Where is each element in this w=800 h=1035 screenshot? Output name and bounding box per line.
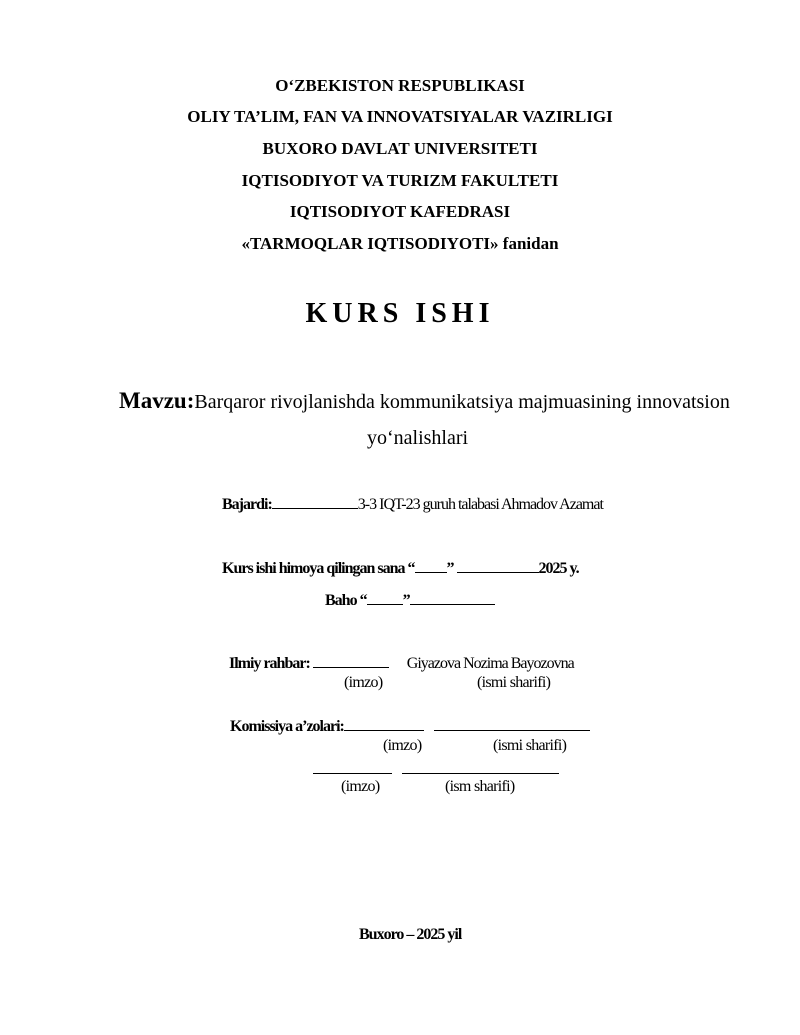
commission-name-blank — [434, 716, 590, 731]
performer-line — [222, 494, 603, 513]
grade-blank-2 — [410, 590, 495, 605]
supervisor-name: Giyazova Nozima Bayozovna — [406, 655, 574, 672]
header-university: BUXORO DAVLAT UNIVERSITETI — [262, 139, 538, 158]
supervisor-line — [229, 653, 574, 672]
grade-line — [325, 590, 495, 609]
commission-name-caption-2: (ism sharifi) — [445, 778, 515, 795]
supervisor-name-caption: (ismi sharifi) — [477, 674, 551, 691]
header-faculty: IQTISODIYOT VA TURIZM FAKULTETI — [241, 171, 559, 190]
header-republic: O‘ZBEKISTON RESPUBLIKASI — [275, 76, 525, 95]
commission-sign-blank — [344, 716, 424, 731]
commission-name-caption: (ismi sharifi) — [493, 737, 567, 754]
topic-label: Mavzu: — [119, 388, 195, 413]
defense-day-blank — [415, 558, 447, 573]
defense-date-label: Kurs ishi himoya qilingan sana “ — [222, 560, 415, 577]
supervisor-sign-caption: (imzo) — [344, 674, 383, 691]
footer-place-year: Buxoro – 2025 yil — [359, 926, 462, 943]
commission-name-blank-2 — [402, 759, 559, 774]
topic-text-1: Barqaror rivojlanishda kommunikatsiya majmuasining innovatsion — [194, 391, 730, 413]
grade-label: Baho “ — [325, 592, 367, 609]
header-department: IQTISODIYOT KAFEDRASI — [289, 202, 511, 221]
defense-date-quote: ” — [446, 560, 454, 577]
defense-month-blank — [457, 558, 539, 573]
performer-blank — [272, 494, 358, 509]
commission-sign-caption-2: (imzo) — [341, 778, 380, 795]
topic-text-2: yo‘nalishlari — [367, 427, 469, 449]
header-subject: «TARMOQLAR IQTISODIYOTI» fanidan — [241, 234, 559, 253]
defense-year: 2025 y. — [538, 560, 579, 577]
commission-line-2 — [313, 759, 559, 778]
commission-sign-caption: (imzo) — [383, 737, 422, 754]
grade-blank-1 — [367, 590, 403, 605]
topic-line-1 — [119, 389, 730, 412]
supervisor-label: Ilmiy rahbar: — [229, 655, 310, 672]
defense-date-line — [222, 558, 579, 577]
performer-label: Bajardi: — [222, 496, 272, 513]
performer-group-text: 3-3 IQT-23 guruh talabasi Ahmadov Azamat — [357, 496, 603, 513]
supervisor-sign-blank — [313, 653, 389, 668]
header-ministry: OLIY TA’LIM, FAN VA INNOVATSIYALAR VAZIRLIGI — [187, 107, 613, 126]
commission-line — [230, 716, 590, 735]
commission-sign-blank-2 — [313, 759, 392, 774]
document-type-title: KURS ISHI — [305, 298, 495, 329]
commission-label: Komissiya a’zolari: — [230, 718, 344, 735]
grade-quote: ” — [402, 592, 410, 609]
